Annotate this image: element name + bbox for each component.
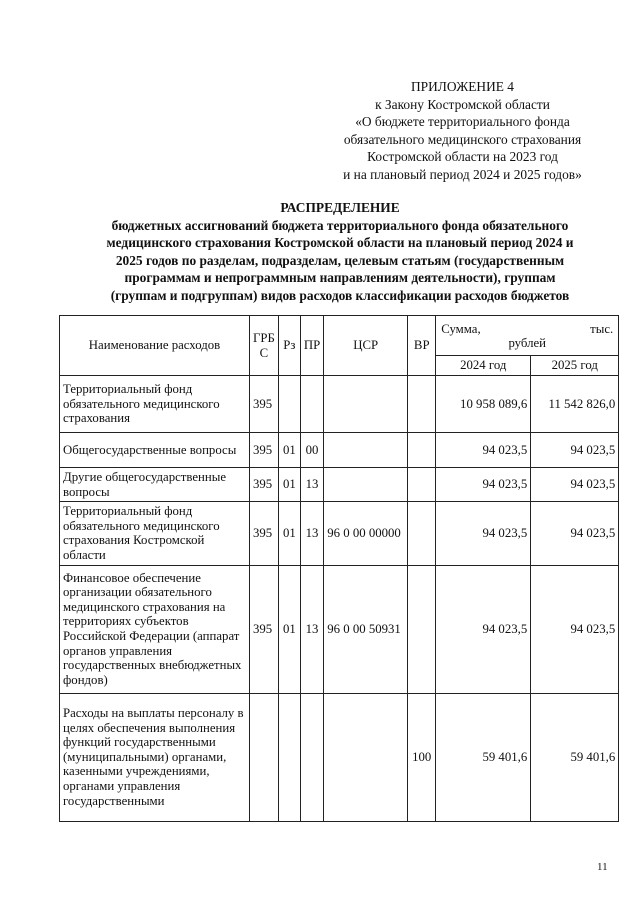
- header-year-2025: 2025 год: [531, 356, 619, 376]
- table-row: [60, 468, 619, 502]
- header-year-2024: 2024 год: [436, 356, 531, 376]
- row-pr: 13: [300, 502, 323, 565]
- row-rz: 01: [278, 565, 300, 693]
- row-name: Территориальный фонд обязательного медицинского страхования Костромской области: [60, 502, 250, 565]
- row-grbs: 395: [250, 565, 279, 693]
- title-heading: РАСПРЕДЕЛЕНИЕ: [280, 200, 400, 215]
- row-name: Расходы на выплаты персоналу в целях обеспечения выполнения функций государственными (муниципальными) органами, казенными учреждениями, органами управления государственными: [60, 693, 250, 821]
- row-vr: [408, 565, 436, 693]
- header-name: Наименование расходов: [60, 316, 250, 376]
- row-vr: [408, 433, 436, 468]
- row-name: Общегосударственные вопросы: [60, 433, 250, 468]
- title-line: 2025 годов по разделам, подразделам, целевым статьям (государственным: [115, 252, 565, 268]
- row-name: Финансовое обеспечение организации обязательного медицинского страхования на территориях субъектов Российской Федерации (аппарат органов управления государственных внебюджетных фондов): [60, 565, 250, 693]
- title-line: программам и непрограммным направлениям деятельности), группам: [124, 270, 556, 286]
- row-sum-2025: 59 401,6: [531, 693, 619, 821]
- appendix-line: «О бюджете территориального фонда: [355, 114, 570, 129]
- title-line: медицинского страхования Костромской области на плановый период 2024 и: [106, 235, 574, 251]
- header-grbs-line: ГРБ: [253, 330, 275, 345]
- row-grbs: 395: [250, 376, 279, 433]
- row-pr: 13: [300, 468, 323, 502]
- row-grbs: 395: [250, 433, 279, 468]
- header-sum-unit-line2: рублей: [508, 335, 547, 350]
- row-vr: [408, 502, 436, 565]
- appendix-line: к Закону Костромской области: [375, 96, 550, 112]
- row-sum-2024: 10 958 089,6: [436, 376, 531, 433]
- row-csr: [324, 433, 408, 468]
- header-sum-label: Сумма,: [441, 321, 481, 336]
- row-sum-2024: 94 023,5: [436, 468, 531, 502]
- budget-table: [59, 315, 619, 822]
- title-line: бюджетных ассигнований бюджета территориального фонда обязательного: [111, 217, 569, 233]
- table-row: [60, 433, 619, 468]
- row-name: Территориальный фонд обязательного медицинского страхования: [60, 376, 250, 433]
- table-row: [60, 565, 619, 693]
- row-sum-2024: 94 023,5: [436, 502, 531, 565]
- document-title: [60, 199, 620, 305]
- appendix-block: [320, 78, 605, 183]
- row-csr: 96 0 00 00000: [324, 502, 408, 565]
- table-row: [60, 376, 619, 433]
- header-pr: ПР: [300, 316, 323, 376]
- row-sum-2025: 94 023,5: [531, 468, 619, 502]
- row-name: Другие общегосударственные вопросы: [60, 468, 250, 502]
- row-rz: 01: [278, 433, 300, 468]
- header-sum: [436, 316, 619, 356]
- header-sum-unit: тыс.: [590, 321, 614, 336]
- row-sum-2024: 94 023,5: [436, 565, 531, 693]
- header-rz: Рз: [278, 316, 300, 376]
- header-vr: ВР: [408, 316, 436, 376]
- table-row: [60, 693, 619, 821]
- row-rz: [278, 693, 300, 821]
- row-sum-2024: 94 023,5: [436, 433, 531, 468]
- row-sum-2025: 94 023,5: [531, 502, 619, 565]
- row-rz: 01: [278, 468, 300, 502]
- row-sum-2025: 94 023,5: [531, 565, 619, 693]
- row-csr: [324, 693, 408, 821]
- row-pr: [300, 693, 323, 821]
- header-csr: ЦСР: [324, 316, 408, 376]
- row-pr: 00: [300, 433, 323, 468]
- page-number: 11: [597, 861, 608, 873]
- row-vr: [408, 468, 436, 502]
- row-sum-2024: 59 401,6: [436, 693, 531, 821]
- row-vr: 100: [408, 693, 436, 821]
- row-csr: [324, 468, 408, 502]
- row-pr: 13: [300, 565, 323, 693]
- row-rz: 01: [278, 502, 300, 565]
- row-grbs: 395: [250, 502, 279, 565]
- appendix-line: Костромской области на 2023 год: [367, 149, 558, 164]
- row-vr: [408, 376, 436, 433]
- appendix-line: ПРИЛОЖЕНИЕ 4: [411, 79, 514, 94]
- title-line: (группам и подгруппам) видов расходов классификации расходов бюджетов: [110, 287, 570, 303]
- row-pr: [300, 376, 323, 433]
- row-grbs: [250, 693, 279, 821]
- row-sum-2025: 94 023,5: [531, 433, 619, 468]
- row-sum-2025: 11 542 826,0: [531, 376, 619, 433]
- row-grbs: 395: [250, 468, 279, 502]
- appendix-line: и на плановый период 2024 и 2025 годов»: [343, 166, 582, 182]
- row-csr: [324, 376, 408, 433]
- row-csr: 96 0 00 50931: [324, 565, 408, 693]
- header-grbs-line: С: [259, 345, 269, 360]
- header-grbs: [250, 316, 279, 376]
- row-rz: [278, 376, 300, 433]
- table-row: [60, 502, 619, 565]
- appendix-line: обязательного медицинского страхования: [343, 131, 582, 147]
